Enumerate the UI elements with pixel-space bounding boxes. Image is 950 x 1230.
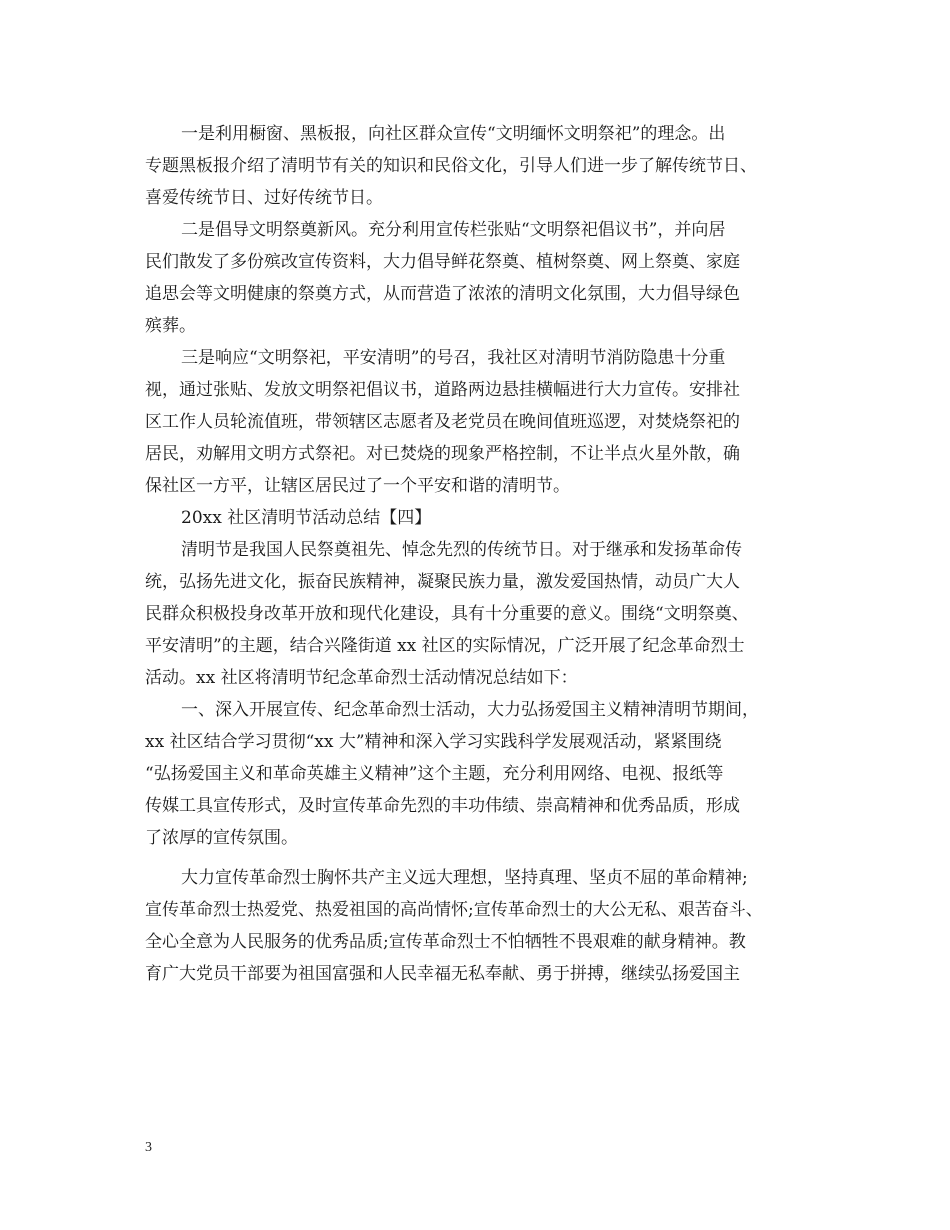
paragraph-4 (145, 534, 810, 694)
text-line: 全心全意为人民服务的优秀品质;宣传革命烈士不怕牺牲不畏艰难的献身精神。教 (145, 932, 746, 952)
section-heading-text: 20xx 社区清明节活动总结【四】 (181, 508, 432, 528)
text-line: 视，通过张贴、发放文明祭祀倡议书，道路两边悬挂横幅进行大力宣传。安排社 (145, 380, 740, 400)
text-line: 活动。xx 社区将清明节纪念革命烈士活动情况总结如下： (145, 668, 578, 688)
text-line: 三是响应“文明祭祀，平安清明”的号召，我社区对清明节消防隐患十分重 (181, 348, 726, 368)
text-line: 二是倡导文明祭奠新风。充分利用宣传栏张贴“文明祭祀倡议书”，并向居 (181, 220, 726, 240)
text-line: 宣传革命烈士热爱党、热爱祖国的高尚情怀;宣传革命烈士的大公无私、艰苦奋斗、 (145, 900, 763, 920)
text-line: 民群众积极投身改革开放和现代化建设，具有十分重要的意义。围绕“文明祭奠、 (145, 604, 749, 624)
text-line: 育广大党员干部要为祖国富强和人民幸福无私奉献、勇于拼搏，继续弘扬爱国主 (145, 964, 740, 984)
paragraph-2 (145, 214, 810, 342)
text-line: 专题黑板报介绍了清明节有关的知识和民俗文化，引导人们进一步了解传统节日、 (145, 156, 757, 176)
text-line: 大力宣传革命烈士胸怀共产主义远大理想，坚持真理、坚贞不屈的革命精神; (181, 868, 748, 888)
section-heading (145, 502, 810, 534)
text-line: 追思会等文明健康的祭奠方式，从而营造了浓浓的清明文化氛围，大力倡导绿色 (145, 284, 740, 304)
text-line: 殡葬。 (145, 316, 196, 336)
text-line: 喜爱传统节日、过好传统节日。 (145, 188, 383, 208)
paragraph-6 (145, 862, 810, 990)
paragraph-spacer (145, 854, 810, 862)
document-body (145, 118, 810, 990)
text-line: 清明节是我国人民祭奠祖先、悼念先烈的传统节日。对于继承和发扬革命传 (181, 540, 742, 560)
text-line: 区工作人员轮流值班，带领辖区志愿者及老党员在晚间值班巡逻，对焚烧祭祀的 (145, 412, 740, 432)
text-line: 传媒工具宣传形式，及时宣传革命先烈的丰功伟绩、崇高精神和优秀品质，形成 (145, 796, 740, 816)
text-line: 居民，劝解用文明方式祭祀。对已焚烧的现象严格控制，不让半点火星外散，确 (145, 444, 740, 464)
text-line: 一是利用橱窗、黑板报，向社区群众宣传“文明缅怀文明祭祀”的理念。出 (181, 124, 726, 144)
text-line: xx 社区结合学习贯彻“xx 大”精神和深入学习实践科学发展观活动，紧紧围绕 (145, 732, 722, 752)
text-line: “弘扬爱国主义和革命英雄主义精神”这个主题，充分利用网络、电视、报纸等 (145, 764, 724, 784)
text-line: 一、深入开展宣传、纪念革命烈士活动，大力弘扬爱国主义精神清明节期间， (181, 700, 759, 720)
text-line: 平安清明”的主题，结合兴隆街道 xx 社区的实际情况，广泛开展了纪念革命烈士 (145, 636, 745, 656)
text-line: 了浓厚的宣传氛围。 (145, 828, 298, 848)
paragraph-3 (145, 342, 810, 502)
paragraph-1 (145, 118, 810, 214)
paragraph-5 (145, 694, 810, 854)
page-number: 3 (145, 1140, 152, 1155)
text-line: 保社区一方平，让辖区居民过了一个平安和谐的清明节。 (145, 476, 570, 496)
text-line: 民们散发了多份殡改宣传资料，大力倡导鲜花祭奠、植树祭奠、网上祭奠、家庭 (145, 252, 740, 272)
text-line: 统，弘扬先进文化，振奋民族精神，凝聚民族力量，激发爱国热情，动员广大人 (145, 572, 740, 592)
